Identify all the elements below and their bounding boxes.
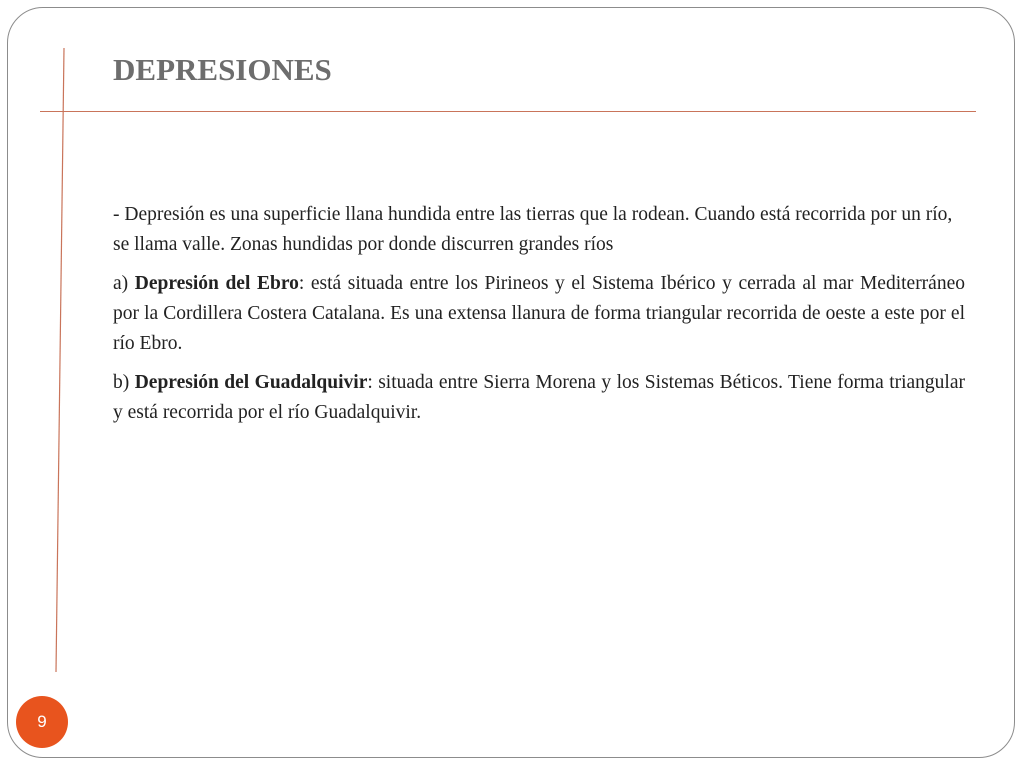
horizontal-accent-line — [40, 111, 976, 112]
item-prefix: a) — [113, 273, 135, 294]
item-prefix: b) — [113, 372, 135, 393]
slide-title: DEPRESIONES — [113, 52, 332, 87]
item-guadalquivir — [113, 368, 965, 428]
item-term: Depresión del Guadalquivir — [134, 372, 368, 393]
item-text: : situada entre Sierra Morena y los Sistemas Béticos. Tiene forma triangular y está recorrida por el río Guadalquivir. — [113, 372, 966, 423]
page-number: 9 — [37, 712, 47, 731]
item-term: Depresión del Ebro — [134, 273, 299, 294]
item-ebro — [113, 269, 965, 359]
item-text: : está situada entre los Pirineos y el Sistema Ibérico y cerrada al mar Mediterráneo por la Cordillera Costera Catalana. Es una extensa llanura de forma triangular recorrida de oeste a este por el río Ebro. — [113, 273, 965, 354]
slide-body — [113, 200, 965, 437]
intro-paragraph: - Depresión es una superficie llana hundida entre las tierras que la rodean. Cuando está recorrida por un río, se llama valle. Zonas hundidas por donde discurren grandes ríos — [113, 204, 953, 255]
page-number-badge — [16, 696, 68, 748]
